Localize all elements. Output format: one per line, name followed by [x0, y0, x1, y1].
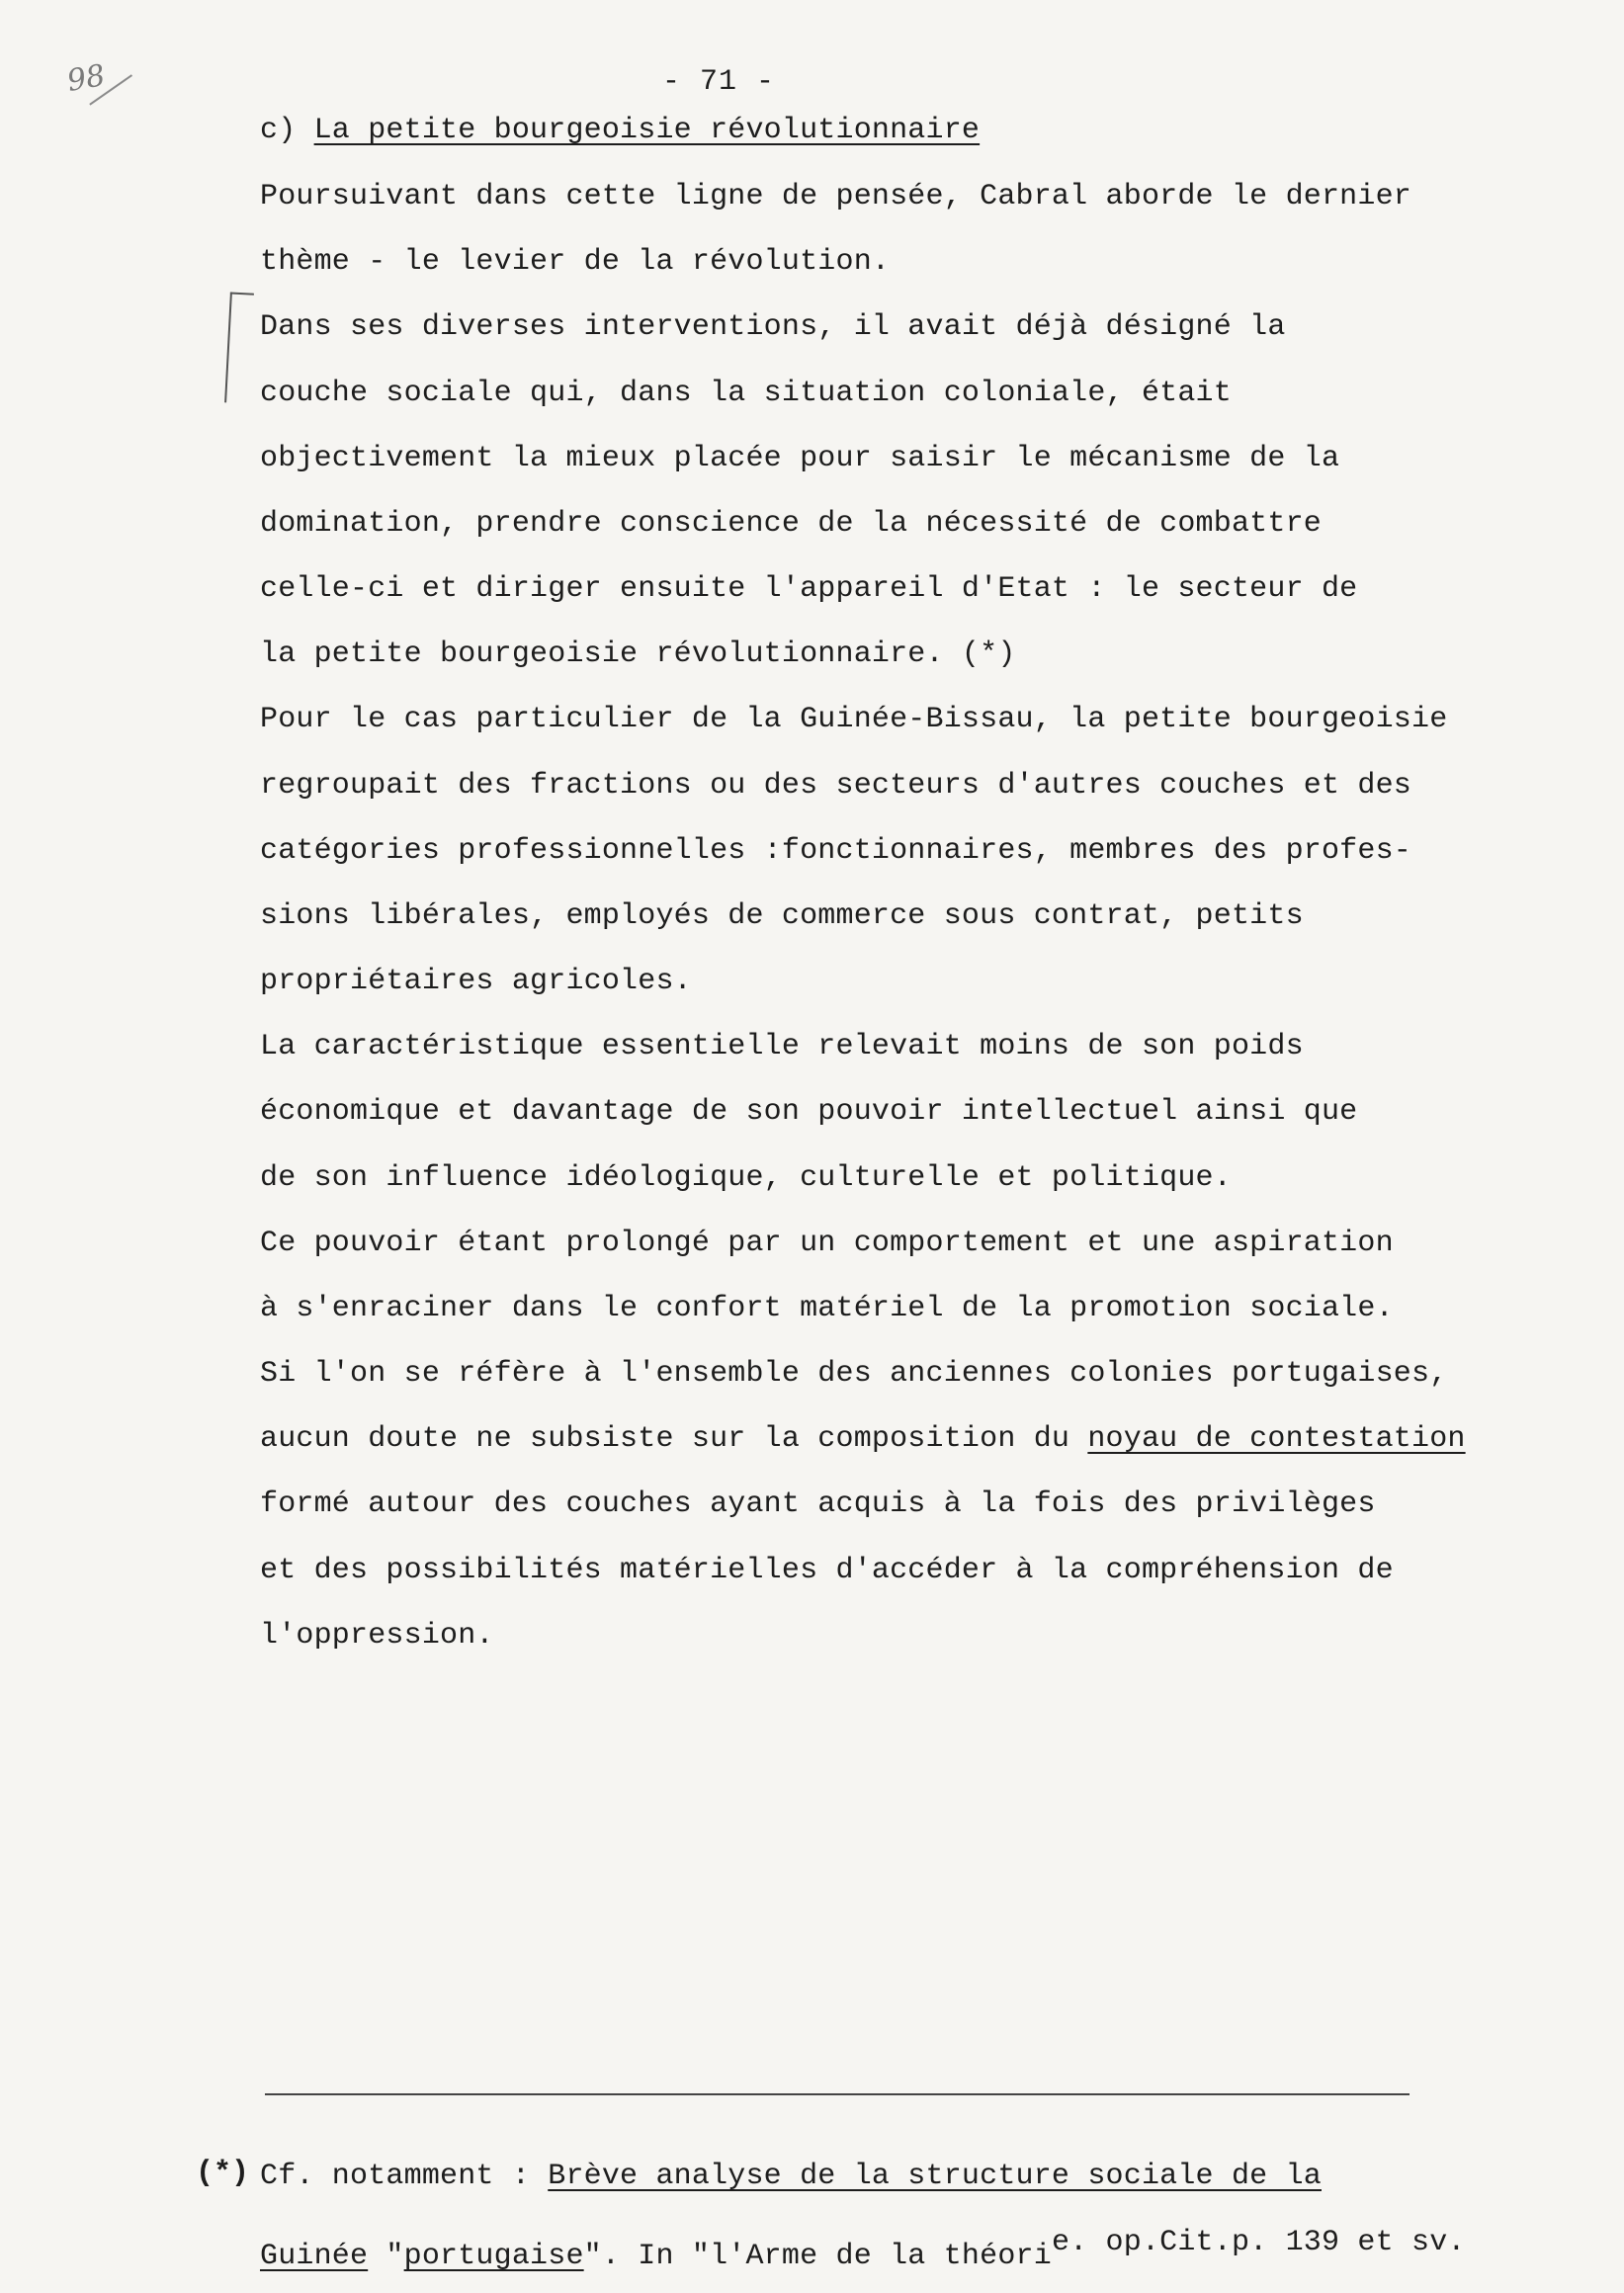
body-line: Si l'on se réfère à l'ensemble des anciennes colonies portugaises,: [260, 1357, 1448, 1391]
body-line: économique et davantage de son pouvoir intellectuel ainsi que: [260, 1095, 1358, 1129]
body-line: couche sociale qui, dans la situation coloniale, était: [260, 377, 1232, 410]
section-heading: [260, 111, 980, 150]
footnote-line-1: Cf. notamment : Brève analyse de la structure sociale de la: [260, 2160, 1322, 2193]
footnote-separator: [265, 2093, 1410, 2095]
footnote-marker: (*): [196, 2157, 250, 2190]
body-line: l'oppression.: [260, 1619, 494, 1653]
section-heading-prefix: c): [260, 114, 314, 147]
body-line: thème - le levier de la révolution.: [260, 245, 891, 279]
body-line: Poursuivant dans cette ligne de pensée, Cabral aborde le dernier: [260, 180, 1411, 213]
margin-bracket-mark: [224, 292, 254, 403]
footnote-raised-tail: e. op.Cit.p. 139 et sv.: [1051, 2226, 1466, 2259]
body-line-contestation: aucun doute ne subsiste sur la composition du noyau de contestation: [260, 1422, 1466, 1456]
body-line: à s'enraciner dans le confort matériel de la promotion sociale.: [260, 1292, 1394, 1325]
body-line: et des possibilités matérielles d'accéder à la compréhension de: [260, 1554, 1394, 1587]
body-line: sions libérales, employés de commerce sous contrat, petits: [260, 899, 1304, 933]
body-line: La caractéristique essentielle relevait moins de son poids: [260, 1030, 1304, 1063]
body-line: Pour le cas particulier de la Guinée-Bissau, la petite bourgeoisie: [260, 703, 1448, 736]
footnote-line-2: Guinée "portugaise". In "l'Arme de la théorie. op.Cit.p. 139 et sv.: [260, 2226, 1466, 2273]
body-line: objectivement la mieux placée pour saisir le mécanisme de la: [260, 442, 1340, 475]
body-line: la petite bourgeoisie révolutionnaire. (*): [260, 637, 1016, 671]
section-heading-title: La petite bourgeoisie révolutionnaire: [313, 114, 981, 147]
body-line: de son influence idéologique, culturelle et politique.: [260, 1161, 1232, 1195]
body-line: celle-ci et diriger ensuite l'appareil d'Etat : le secteur de: [260, 572, 1358, 606]
body-line: domination, prendre conscience de la nécessité de combattre: [260, 507, 1322, 541]
body-line: Ce pouvoir étant prolongé par un comportement et une aspiration: [260, 1227, 1394, 1260]
body-line: regroupait des fractions ou des secteurs d'autres couches et des: [260, 769, 1411, 803]
body-line: formé autour des couches ayant acquis à la fois des privilèges: [260, 1487, 1376, 1521]
body-line: Dans ses diverses interventions, il avait déjà désigné la: [260, 310, 1286, 344]
body-line: catégories professionnelles :fonctionnaires, membres des profes-: [260, 834, 1411, 868]
body-line: propriétaires agricoles.: [260, 965, 692, 998]
underlined-phrase: noyau de contestation: [1087, 1422, 1466, 1456]
page-number: - 71 -: [662, 65, 776, 99]
footnote-title: Brève analyse de la structure sociale de la: [548, 2160, 1322, 2193]
margin-handwritten-note: 98: [64, 57, 108, 100]
